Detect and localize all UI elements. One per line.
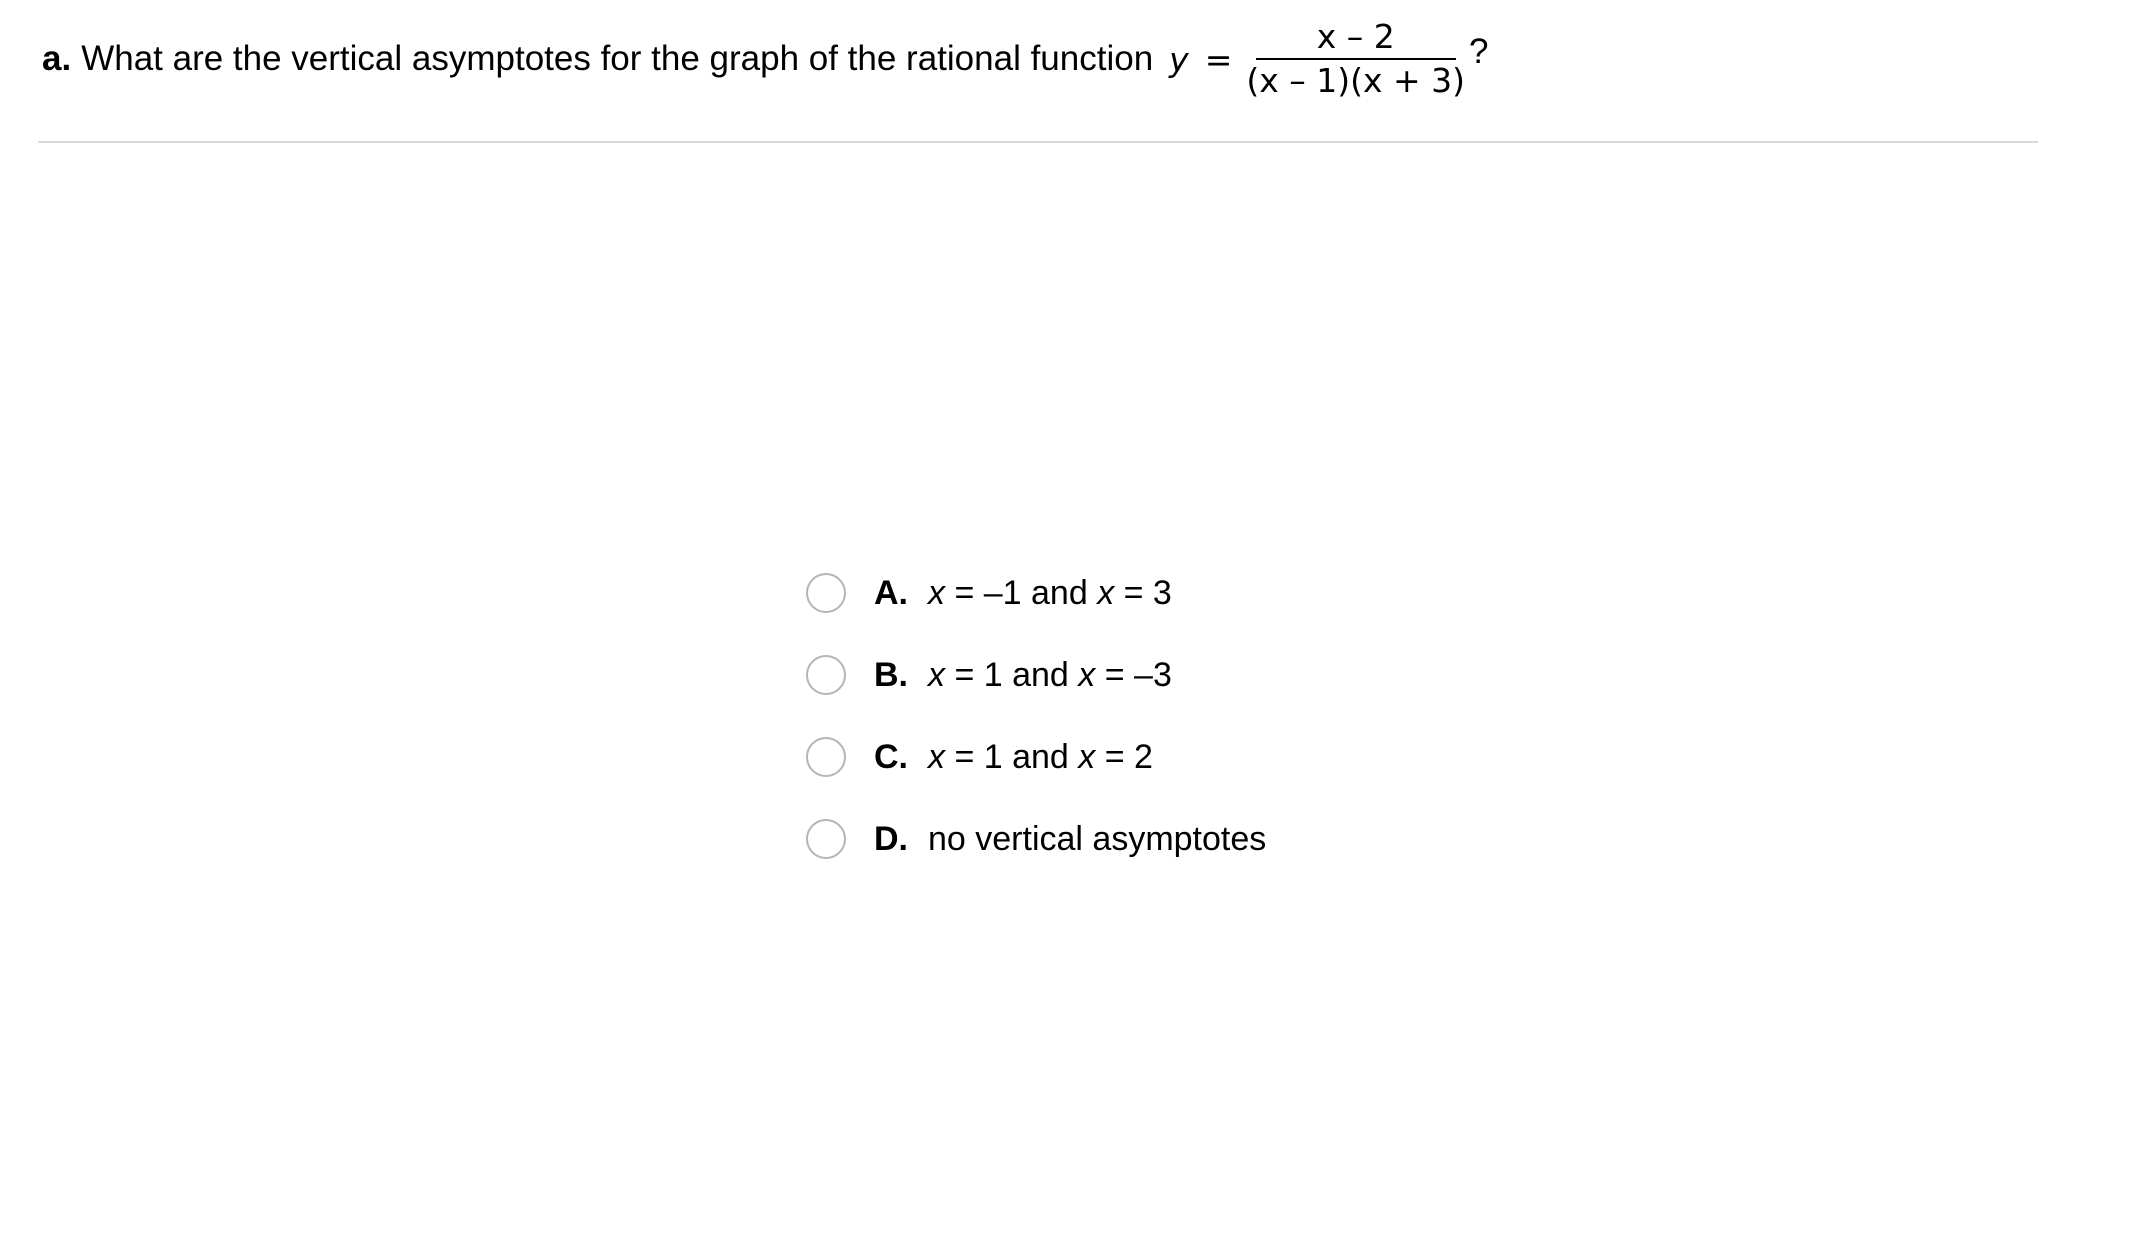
option-d[interactable] (806, 798, 1266, 880)
question-prompt (42, 17, 1489, 100)
option-b[interactable] (806, 634, 1266, 716)
fraction-numerator: x – 2 (1316, 17, 1395, 56)
equation-fraction (1246, 18, 1465, 100)
rational-function-equation (1169, 18, 1488, 100)
option-label: x = –1 and x = 3 (928, 573, 1172, 612)
fraction-denominator: (x – 1)(x + 3) (1246, 61, 1466, 100)
option-label: x = 1 and x = 2 (928, 737, 1153, 776)
question-letter: a. (42, 39, 72, 78)
option-c[interactable] (806, 716, 1266, 798)
option-letter: A. (874, 573, 908, 612)
answer-options (806, 552, 1266, 880)
option-a[interactable] (806, 552, 1266, 634)
section-divider (38, 141, 2038, 143)
radio-button-a[interactable] (806, 573, 846, 613)
question-mark: ? (1469, 32, 1489, 71)
option-letter: C. (874, 737, 908, 776)
option-label: no vertical asymptotes (928, 819, 1267, 858)
question-text: What are the vertical asymptotes for the graph of the rational function (81, 39, 1154, 78)
option-letter: D. (874, 819, 908, 858)
equation-lhs: y (1169, 39, 1189, 79)
radio-button-d[interactable] (806, 819, 846, 859)
option-label: x = 1 and x = –3 (928, 655, 1172, 694)
option-letter: B. (874, 655, 908, 694)
equation-equals: = (1204, 39, 1233, 79)
radio-button-c[interactable] (806, 737, 846, 777)
radio-button-b[interactable] (806, 655, 846, 695)
